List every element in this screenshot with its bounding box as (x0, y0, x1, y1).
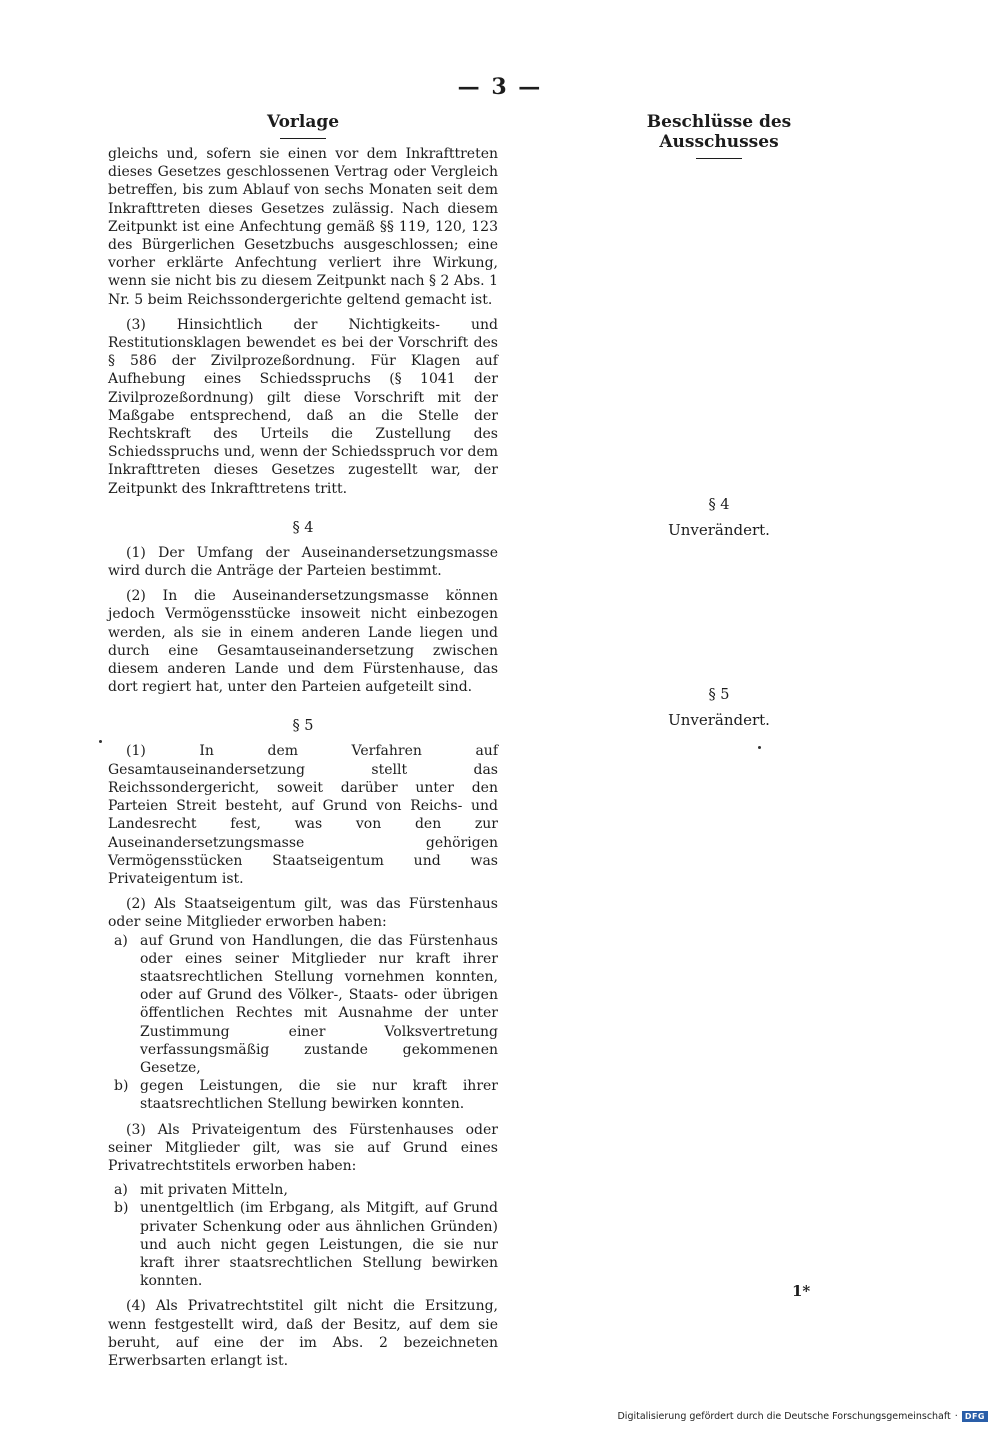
left-column (108, 112, 498, 1370)
list-item (108, 932, 498, 1078)
right-section-4 (600, 497, 838, 539)
section-4-paragraph-1: (1) Der Umfang der Auseinandersetzungsmasse wird durch die Anträge der Parteien bestimmt. (108, 544, 498, 580)
heading-rule (696, 158, 742, 159)
dfg-logo-icon: DFG (962, 1411, 988, 1422)
heading-rule (280, 138, 326, 139)
print-speck (99, 740, 102, 743)
list-item-text: unentgeltlich (im Erbgang, als Mitgift, auf Grund privater Schenkung oder aus ähnlichen Gründen) und auch nicht gegen Leistungen, die sie nur kraft ihrer staatsrechtlichen Stellung bewirken konnten. (140, 1200, 498, 1290)
list-item (108, 1199, 498, 1290)
list-item-label: b) (114, 1078, 129, 1095)
list-item-text: gegen Leistungen, die sie nur kraft ihrer staatsrechtlichen Stellung bewirken konnten. (140, 1078, 498, 1113)
right-section-5-status: Unverändert. (668, 711, 770, 729)
section-5-paragraph-4: (4) Als Privatrechtstitel gilt nicht die Ersitzung, wenn festgestellt wird, daß der Besitz, auf dem sie beruht, auf eine der im Abs. 2 bezeichneten Erwerbsarten erlangt ist. (108, 1298, 498, 1369)
section-5-title: § 5 (292, 718, 314, 735)
right-section-4-status: Unverändert. (668, 521, 770, 539)
section-5-paragraph-2: (2) Als Staatseigentum gilt, was das Fürstenhaus oder seine Mitglieder erworben haben: (108, 896, 498, 931)
right-column (600, 112, 838, 729)
list-item (108, 1181, 498, 1199)
list-item-text: mit privaten Mitteln, (140, 1182, 288, 1199)
section-4-title: § 4 (292, 519, 314, 536)
section-5-paragraph-3: (3) Als Privateigentum des Fürstenhauses oder seiner Mitglieder gilt, was sie auf Grund eines Privatrechtstitels erworben haben: (108, 1121, 498, 1174)
list-item (108, 1077, 498, 1113)
list-item-text: auf Grund von Handlungen, die das Fürstenhaus oder eines seiner Mitglieder nur kraft ihrer staatsrechtlichen Stellung vornehmen konnten, oder auf Grund des Völker-, Staats- oder übrigen öffentlichen Rechtes mit Ausnahme der unter Zustimmung einer Volksvertretung verfassungsmäßig zustande gekommenen Gesetze, (140, 932, 498, 1076)
list-item-label: a) (114, 1182, 128, 1199)
list-item-label: b) (114, 1200, 129, 1217)
page-number: — 3 — (457, 74, 543, 100)
footer-credit: Digitalisierung gefördert durch die Deutsche Forschungsgemeinschaft (617, 1411, 951, 1422)
footnote-mark: 1* (792, 1282, 811, 1300)
intro-paragraph: gleichs und, sofern sie einen vor dem Inkrafttreten dieses Gesetzes geschlossenen Vertrag oder Vergleich betreffen, bis zum Ablauf von sechs Monaten seit dem Inkrafttreten dieses Gesetzes zulässig. Nach diesem Zeitpunkt ist eine Anfechtung gemäß §§ 119, 120, 123 des Bürgerlichen Gesetzbuchs ausgeschlossen; eine vorher erklärte Anfechtung verliert ihre Wirkung, wenn sie nicht bis zu diesem Zeitpunkt nach § 2 Abs. 1 Nr. 5 beim Reichssondergerichte geltend gemacht ist. (108, 146, 498, 308)
list-item-label: a) (114, 932, 128, 949)
right-column-heading: Beschlüsse des Ausschusses (646, 112, 792, 152)
right-section-5 (600, 687, 838, 729)
footer: Digitalisierung gefördert durch die Deutsche Forschungsgemeinschaft · DFG (617, 1411, 988, 1422)
right-section-5-title: § 5 (708, 687, 730, 703)
section-5-paragraph-1: (1) In dem Verfahren auf Gesamtauseinandersetzung stellt das Reichssondergericht, soweit darüber unter den Parteien Streit besteht, auf Grund von Reichs- und Landesrecht fest, was von den zur Auseinandersetzungsmasse gehörigen Vermögensstücken Staatseigentum und was Privateigentum ist. (108, 743, 498, 887)
paragraph-3: (3) Hinsichtlich der Nichtigkeits- und Restitutionsklagen bewendet es bei der Vorschrift des § 586 der Zivilprozeßordnung. Für Klagen auf Aufhebung eines Schiedsspruchs (§ 1041 der Zivilprozeßordnung) gilt diese Vorschrift mit der Maßgabe entsprechend, daß an die Stelle der Rechtskraft des Urteils die Zustellung des Schiedsspruchs und, wenn der Schiedsspruch vor dem Inkrafttreten dieses Gesetzes zugestellt war, der Zeitpunkt des Inkrafttretens tritt. (108, 316, 498, 497)
section-4-paragraph-2: (2) In die Auseinandersetzungsmasse können jedoch Vermögensstücke insoweit nicht einbezogen werden, als sie in einem anderen Lande liegen und durch eine Gesamtauseinandersetzung zwischen diesem anderen Lande und dem Fürstenhause, das dort regiert hat, unter den Parteien aufgeteilt sind. (108, 588, 498, 696)
right-section-4-title: § 4 (708, 497, 730, 513)
print-speck (758, 746, 761, 749)
left-column-heading: Vorlage (266, 112, 340, 132)
